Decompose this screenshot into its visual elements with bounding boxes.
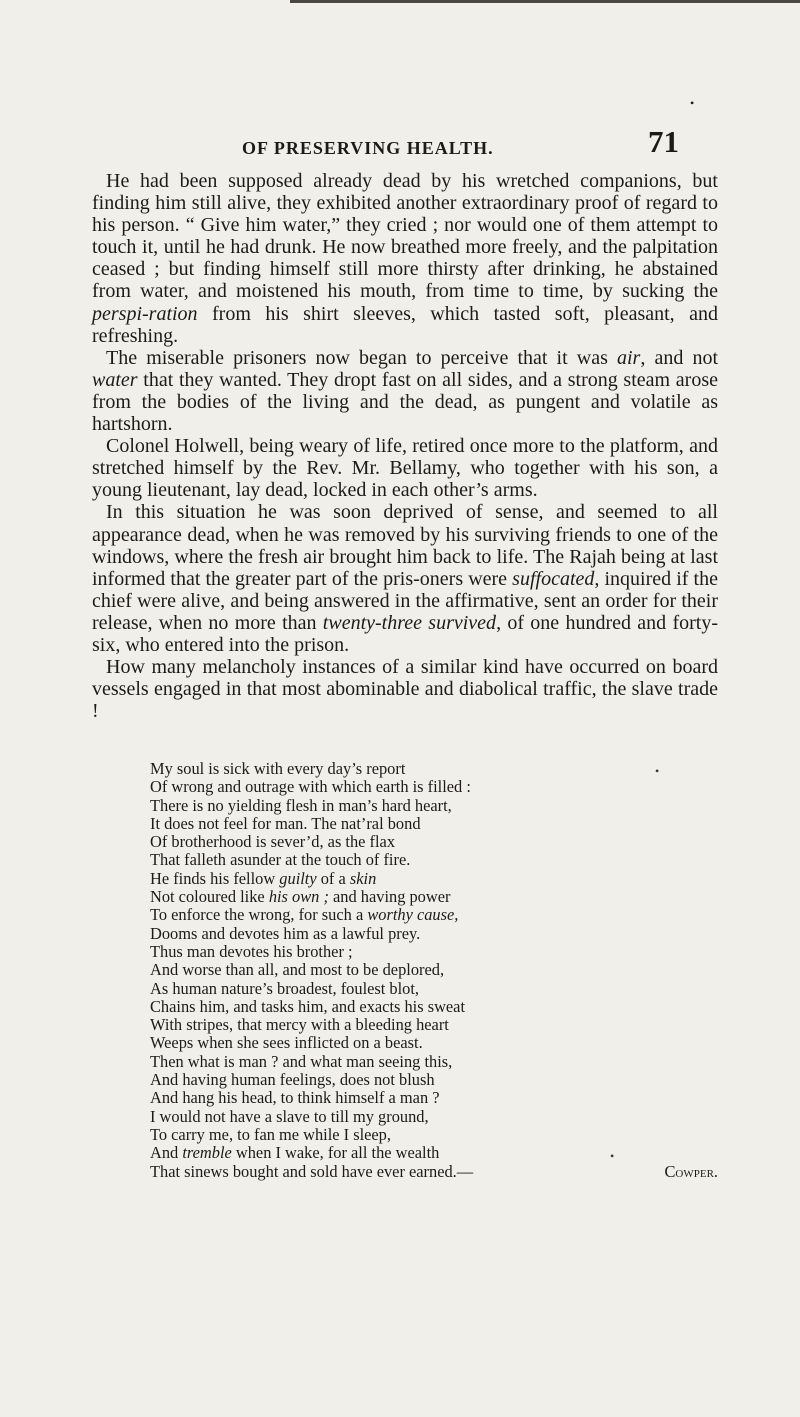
poem-run: Not coloured like	[150, 887, 269, 907]
poem-run: To enforce the wrong, for such a	[150, 905, 368, 925]
page-speck: •	[690, 96, 695, 110]
poem-last-text: That sinews bought and sold have ever earned.—	[150, 1161, 474, 1181]
poem-run: To carry me, to fan me while I sleep,	[150, 1124, 391, 1144]
poem-run: He finds his fellow	[150, 868, 280, 888]
poem-run: That falleth asunder at the touch of fire.	[150, 850, 411, 870]
body-text	[92, 170, 718, 722]
poem-italic: tremble	[182, 1143, 232, 1163]
poem-italic: skin	[349, 868, 377, 888]
margin-speck: •	[655, 764, 660, 778]
page-header	[0, 120, 800, 164]
poem-run: It does not feel for man. The nat’ral bond	[150, 813, 421, 833]
poem-run: And	[150, 1143, 183, 1163]
text-italic: perspi-ration	[92, 302, 198, 325]
poem-lines	[150, 760, 720, 1163]
running-head: OF PRESERVING HEALTH.	[242, 138, 494, 158]
poem-run: My soul is sick with every day’s report	[150, 759, 406, 778]
paragraph	[92, 170, 718, 347]
poem-line	[150, 1053, 720, 1071]
text-run: , inquired if the chief were alive, and being answered in the affirmative, sent an order for their release, when no more than	[92, 567, 718, 634]
poem-run: I would not have a slave to till my ground,	[150, 1106, 429, 1126]
poem-line	[150, 760, 720, 778]
poem-run: Then what is man ? and what man seeing this,	[150, 1051, 453, 1071]
poem-line-last	[150, 1163, 718, 1181]
poem-italic: guilty	[279, 868, 317, 888]
poem-line	[150, 851, 720, 869]
margin-speck: •	[610, 1149, 615, 1163]
text-italic: air	[617, 346, 641, 369]
text-run: , of one hundred and forty-six, who entered into the prison.	[92, 611, 718, 656]
poem-line	[150, 1126, 720, 1144]
text-italic: twenty-three survived	[322, 611, 497, 634]
poem-run: Of brotherhood is sever’d, as the flax	[150, 832, 396, 852]
poem-italic: worthy cause,	[367, 905, 459, 925]
poem-run: And hang his head, to think himself a man ?	[150, 1088, 440, 1108]
poem-run: Dooms and devotes him as a lawful prey.	[150, 923, 421, 943]
poem-run: Weeps when she sees inflicted on a beast.	[150, 1033, 423, 1053]
text-run: He had been supposed already dead by his wretched companions, but finding him still alive, they exhibited another extraordinary proof of regard to his person. “ Give him water,” they cried ; nor would one of them attempt to touch it, until he had drunk. He now breathed more freely, and the palpitation ceased ; but finding himself still more thirsty after drinking, he abstained from water, and moistened his mouth, from time to time, by sucking the	[92, 170, 718, 303]
poem-line	[150, 998, 720, 1016]
poem-line	[150, 778, 720, 796]
poem-run: when I wake, for all the wealth	[231, 1143, 440, 1163]
poem-line	[150, 797, 720, 815]
poem-run: Chains him, and tasks him, and exacts his sweat	[150, 996, 466, 1016]
poem-quotation	[150, 760, 720, 1181]
poem-line	[150, 1144, 720, 1162]
poem-run: and having power	[328, 887, 451, 907]
poem-line	[150, 815, 720, 833]
poem-line	[150, 1034, 720, 1052]
poem-line	[150, 925, 720, 943]
text-run: from his shirt sleeves, which tasted soft, pleasant, and refreshing.	[92, 302, 718, 347]
poem-line	[150, 943, 720, 961]
text-run: , and not	[640, 346, 719, 369]
text-italic: suffocated	[512, 567, 595, 590]
text-run: How many melancholy instances of a similar kind have occurred on board vessels engaged in that most abominable and diabolical traffic, the slave trade !	[92, 656, 718, 723]
poem-run: of a	[316, 868, 350, 888]
poem-line	[150, 833, 720, 851]
poem-line	[150, 906, 720, 924]
paragraph	[92, 435, 718, 501]
poem-line	[150, 980, 720, 998]
poem-run: And worse than all, and most to be deplored,	[150, 960, 445, 980]
text-italic: water	[92, 368, 138, 391]
text-run: In this situation he was soon deprived of sense, and seemed to all appearance dead, when he was removed by his surviving friends to one of the windows, where the fresh air brought him back to life. The Rajah being at last informed that the greater part of the pris-oners were	[92, 501, 718, 590]
poem-line	[150, 1016, 720, 1034]
poem-line	[150, 1071, 720, 1089]
poem-attribution: Cowper.	[664, 1161, 718, 1181]
text-run: The miserable prisoners now began to perceive that it was	[106, 346, 617, 369]
poem-run: As human nature’s broadest, foulest blot,	[150, 978, 420, 998]
paragraph	[92, 347, 718, 435]
poem-run: With stripes, that mercy with a bleeding heart	[150, 1015, 449, 1035]
poem-italic: his own ;	[268, 887, 329, 907]
poem-run: And having human feelings, does not blush	[150, 1070, 435, 1090]
poem-line	[150, 961, 720, 979]
paragraph	[92, 656, 718, 722]
poem-line	[150, 1089, 720, 1107]
paragraph	[92, 501, 718, 656]
text-run: that they wanted. They dropt fast on all sides, and a strong steam arose from the bodies of the living and the dead, as pungent and volatile as hartshorn.	[92, 368, 718, 436]
poem-line	[150, 888, 720, 906]
poem-line	[150, 870, 720, 888]
poem-run: Thus man devotes his brother ;	[150, 941, 353, 961]
text-run: Colonel Holwell, being weary of life, retired once more to the platform, and stretched himself by the Rev. Mr. Bellamy, who together with his son, a young lieutenant, lay dead, locked in each other’s arms.	[92, 435, 718, 502]
page-top-rule	[290, 0, 800, 3]
poem-line	[150, 1108, 720, 1126]
page-number: 71	[648, 124, 679, 159]
poem-run: There is no yielding flesh in man’s hard heart,	[150, 795, 452, 815]
poem-run: Of wrong and outrage with which earth is filled :	[150, 777, 471, 797]
